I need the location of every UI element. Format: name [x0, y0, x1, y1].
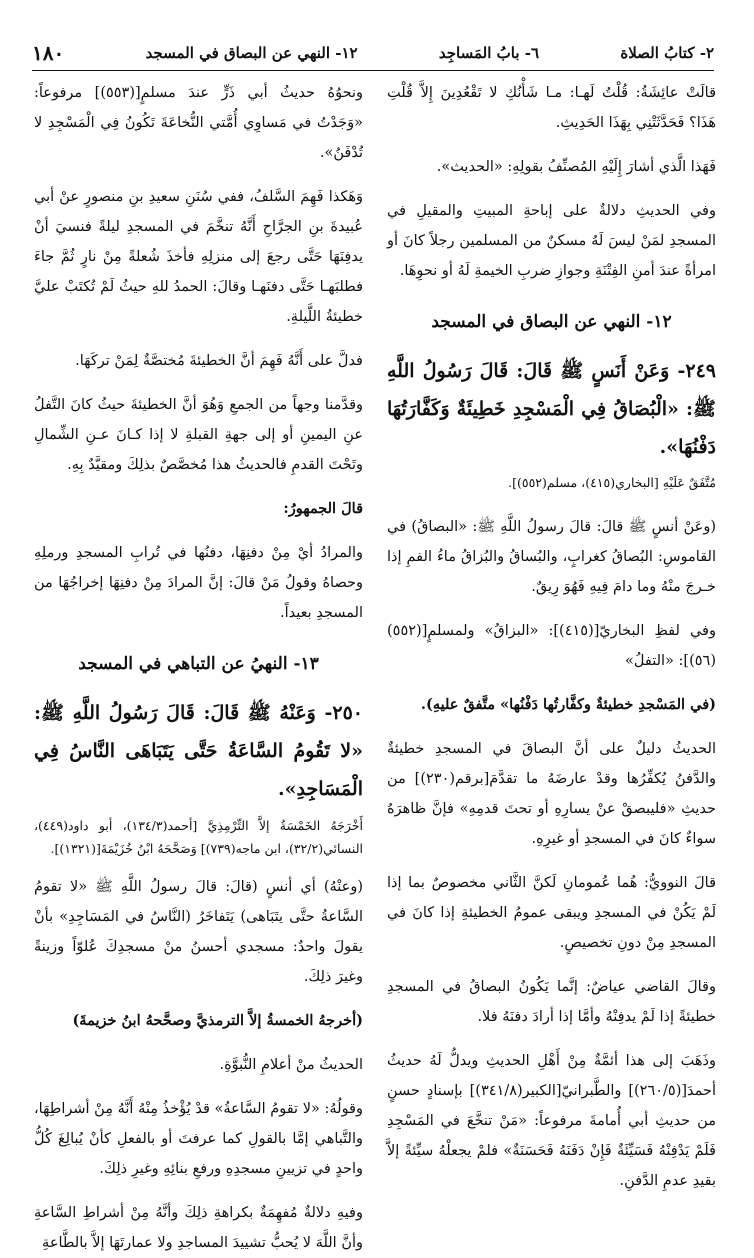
paragraph: وفي الحديثِ دلالةٌ على إباحةِ المبيتِ والمقيلِ في المسجدِ لمَنْ ليسَ لَهُ مسكنٌ من المسلمين رجلاً كانَ أو امرأةً عندَ أمنِ الفِتْنَةِ وجوازِ ضربِ الخيمةِ لَهُ أو نحوِهَا. [387, 203, 716, 279]
paragraph: قالَ النوويُّ: هُما عُمومانِ لَكنَّ الثَّاني مخصوصٌ بما إذا لَمْ يَكُنْ في المسجدِ ويبقى عمومُ الخطيئةِ إذا كانَ في المسجدِ مِنْ دونِ تخصيصٍ. [387, 875, 716, 951]
paragraph: وفيهِ دلالةٌ مُفهِمَةٌ بكراهةِ ذلِكَ وأنَّهُ مِنْ أشراطِ السَّاعةِ وأنَّ اللَّهَ لا يُحبُّ تشييدَ المساجدِ ولا عمارتَهَا إلاَّ بالطَّاعةِ [34, 1205, 363, 1251]
paragraph: ونحوُهُ حديثُ أبي ذَرٍّ عندَ مسلمٍ[(٥٥٣)] مرفوعاً: «وَجَدْتُ في مَساوِي أُمَّتي النُّخاعَةَ تَكُونُ فِي الْمَسْجِدِ لا تُدْفَنُ». [34, 85, 363, 161]
paragraph: (أخرجهُ الخمسةُ إلاَّ الترمذيَّ وصحَّحهُ ابنُ خزيمةَ) [72, 1012, 363, 1029]
section-heading-13: ١٣- النهيُ عن التباهي في المسجد [78, 654, 319, 674]
text-columns [34, 78, 717, 1251]
paragraph: الحديثُ منْ أعلامِ النُّبوَّةِ. [219, 1057, 363, 1073]
hadith-250-text: ٢٥٠- وَعَنْهُ ﷺ قَالَ: قَالَ رَسُولُ اللَّهِ ﷺ: «لا تَقُومُ السَّاعَةُ حَتَّى يَتَبَاهَى النَّاسُ فِي الْمَسَاجِدِ». [34, 702, 363, 800]
section-heading-12: ١٢- النهي عن البصاق في المسجد [431, 312, 672, 332]
paragraph: والمرادُ أيْ مِنْ دفنِهَا، دفنُها في تُرابِ المسجدِ ورملِهِ وحصاهُ وقولُ مَنْ قالَ: إنَّ المرادَ مِنْ دفنِهَا إخراجُهَا من المسجدِ بعيداً. [34, 545, 363, 621]
hadith-250-source: أَخْرَجَهُ الخَمْسَةُ إلاَّ التِّرْمِذِيَّ [أحمد(١٣٤/٣)، أبو داود(٤٤٩)، النسائي(٣٢/٢)، ابن ماجه(٧٣٩)] وَصَحَّحَهُ ابْنُ خُزَيْمَةَ[(١٣٢١)]. [34, 818, 363, 856]
page-number: ١٨٠ [32, 41, 65, 65]
paragraph: (في المَسْجدِ خطيئةٌ وكفَّارتُها دَفْنُها» متَّفقٌ عليهِ). [420, 696, 716, 713]
paragraph: وقولُهُ: «لا تقومُ السَّاعةُ» قدْ يُؤْخذُ مِنْهُ أَنَّهُ مِنْ أشراطِهَا، والتَّباهي إمَّا بالقولِ كما عرفتَ أو بالفعلِ كأنْ يُبالِغَ كُلُّ واحدٍ في تزيينِ مسجدِهِ ورفعِ بنائِهِ وغيرِ ذلِكَ. [34, 1101, 363, 1177]
paragraph: وقدَّمنا وجهاً من الجمعِ وَهُوَ أنَّ الخطيئةَ حيثُ كانَ التَّفلُ عنِ اليمينِ أو إلى جهةِ القبلةِ لا إذا كـانَ عـنِ الشِّمالِ وتَحْتَ القدمِ فالحديثُ هذا مُخصَّصٌ بذلِكَ ومقيَّدٌ بِهِ. [34, 397, 363, 473]
paragraph: فَهَذا الَّذي أشارَ إِلَيْهِ المُصنِّفُ بقولِهِ: «الحديث». [436, 159, 716, 175]
hadith-249-text: ٢٤٩- وَعَنْ أَنَسٍ ﷺ قَالَ: قَالَ رَسُولُ اللَّهِ ﷺ: «الْبُصَاقُ فِي الْمَسْجِدِ خَطِيئَةٌ وَكَفَّارَتُهَا دَفْنُهَا». [387, 360, 716, 458]
paragraph: (وعنْهُ) أي أنسٍ (قالَ: قالَ رسولُ اللَّهِ ﷺ «لا تقومُ السَّاعةُ حتَّى يتَبَاهى) يَتَفاخَرُ (النَّاسُ في المَسَاجِدِ» بأنْ يقولَ واحدٌ: مسجدي أحسنُ منْ مسجدِكَ عُلوّاً وزينةً وغيرَ ذلِكَ. [34, 879, 363, 985]
hadith-249-reference: مُتَّفَقٌ عَلَيْهِ [البخاري(٤١٥)، مسلم(٥٥٢)]. [508, 475, 716, 490]
right-column [387, 78, 717, 1189]
paragraph: (وعَنْ أنسٍ ﷺ قالَ: قالَ رسولُ اللَّهِ ﷺ: «البصاقُ) في القاموسِ: البُصاقُ كغرابٍ، والبُساقُ والبُزاقُ ماءُ الفمِ إذا خـرجَ منْهُ وما دامَ فِيهِ فَهُوَ رِيقٌ. [387, 519, 716, 595]
paragraph: وفي لفظِ البخاريّ[(٤١٥)]: «البزاقُ» ولمسلمٍ[(٥٥٢)(٥٦)]: «التفلُ» [387, 623, 716, 669]
middle-running-title: ٦- بابُ المَساجِد [438, 44, 540, 62]
paragraph: وذَهَبَ إلى هذا أئمَّةٌ مِنْ أَهْلِ الحديثِ ويدلُّ لَهُ حديثُ أحمدَ[(٢٦٠/٥)] والطَّبرانيّ[الكبير(٣٤١/٨)] بإسنادٍ حسنٍ من حديثِ أبي أُمامةَ مرفوعاً: «مَنْ تنخَّعَ في المَسْجِدِ فَلَمْ يَدْفِنْهُ فَسَيِّئَةٌ فَإِنْ دَفَنَهُ فَحَسَنَةٌ» فلمْ يجعلْهُ سيِّئةً إلاَّ بقيدِ عدمِ الدَّفنِ. [387, 1053, 717, 1189]
running-header [32, 38, 714, 68]
paragraph: قالَتْ عائِشَةُ: قُلْتُ لَهـا: مـا شَأْنُكِ لا تَقْعُدِينَ إِلاَّ قُلْتِ هَذَا؟ فَحَدَّثَتْنِي بِهَذَا الحَدِيثِ. [387, 85, 716, 131]
paragraph: قالَ الجمهورُ: [283, 500, 363, 517]
left-column [34, 78, 363, 1251]
left-running-title: ١٢- النهي عن البصاق في المسجد [145, 44, 358, 62]
paragraph: الحديثُ دليلٌ على أنَّ البصاقَ في المسجدِ خطيئةٌ والدَّفنُ يُكفِّرُها وقدْ عارضَهُ ما تقدَّمَ[برقم(٢٣٠)] من حديثِ «فليبصقْ عنْ يسارِهِ أو تحتَ قدمِهِ» فإنَّ ظاهرَهُ سواءٌ كانَ في المسجدِ أو غيرِهِ. [387, 741, 716, 847]
right-running-title: ٢- كتابُ الصلاة [620, 44, 714, 62]
paragraph: وقالَ القاضي عياضٌ: إنَّما يَكُونُ البصاقُ في المسجدِ خطيئةً إذا لَمْ يدفِنْهُ وأمَّا إذا أرادَ دفنَهُ فلا. [387, 979, 716, 1025]
header-divider [32, 70, 714, 71]
paragraph: وَهَكذا فَهِمَ السَّلفُ، ففي سُنَنِ سعيدِ بنِ منصورٍ عنْ أبي عُبيدةَ بنِ الجرَّاحِ أَنَّهُ تنخَّمَ في المسجدِ ليلةً فنسيَ أنْ يدفِنَهَا حَتَّى رجعَ إلى منزلِهِ فأخذَ شُعلةً مِنْ نارٍ ثُمَّ جاءَ فطلبَهـا حَتَّى دفنَهـا وقالَ: الحمدُ للهِ حيثُ لَمْ تُكتَبْ عليَّ خطيئةُ اللَّيلةِ. [34, 189, 363, 325]
paragraph: فدلَّ على أَنَّهُ فَهِمَ أنَّ الخطيئةَ مُختصَّةٌ لِمَنْ تركَهَا. [75, 353, 363, 369]
